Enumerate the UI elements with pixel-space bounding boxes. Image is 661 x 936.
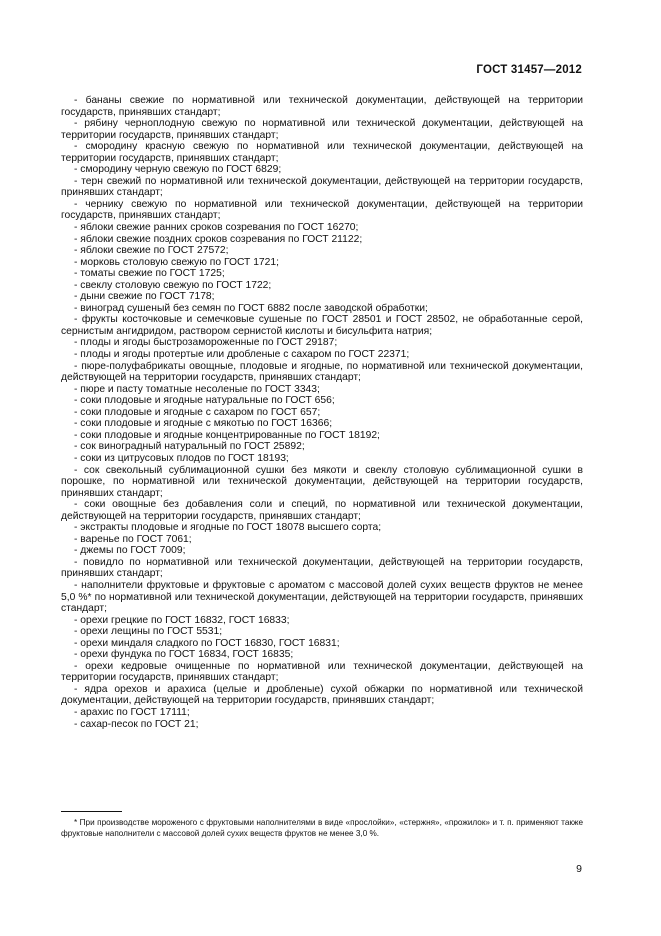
main-text xyxy=(61,95,583,730)
list-item: - ядра орехов и арахиса (целые и дробленые) сухой обжарки по нормативной или технической документации, действующей на территории государств, принявших стандарт; xyxy=(61,683,583,707)
list-item: - плоды и ягоды протертые или дробленые с сахаром по ГОСТ 22371; xyxy=(74,349,410,361)
list-item: - орехи грецкие по ГОСТ 16832, ГОСТ 16833; xyxy=(74,614,290,626)
page-number: 9 xyxy=(576,863,582,875)
list-item: - соки плодовые и ягодные натуральные по ГОСТ 656; xyxy=(74,395,335,407)
list-item: - соки плодовые и ягодные с сахаром по ГОСТ 657; xyxy=(74,406,321,418)
list-item: - плоды и ягоды быстрозамороженные по ГОСТ 29187; xyxy=(74,337,338,349)
list-item: - сок свекольный сублимационной сушки без мякоти и свеклу столовую сублимационной сушки в порошке, по нормативной или технической документации, действующей на территории государств, принявших стандарт; xyxy=(61,464,583,499)
footnote-text: * При производстве мороженого с фруктовыми наполнителями в виде «прослойки», «стержня», «прожилок» и т. п. применяют также фруктовые наполнители с массовой долей сухих веществ фруктов не менее 3,0 %. xyxy=(61,818,583,838)
list-item: - соки из цитрусовых плодов по ГОСТ 18193; xyxy=(74,452,289,464)
list-item: - варенье по ГОСТ 7061; xyxy=(74,533,192,545)
list-item: - пюре и пасту томатные несоленые по ГОСТ 3343; xyxy=(74,383,320,395)
list-item: - наполнители фруктовые и фруктовые с ароматом с массовой долей сухих веществ фруктов не менее 5,0 %* по нормативной или технической документации, действующей на территории государств, принявших стандарт; xyxy=(61,579,583,615)
footnote-divider xyxy=(61,811,122,812)
list-item: - яблоки свежие поздних сроков созревания по ГОСТ 21122; xyxy=(74,233,363,245)
list-item: - рябину черноплодную свежую по нормативной или технической документации, действующей на территории государств, принявших стандарт; xyxy=(61,118,583,141)
list-item: - дыни свежие по ГОСТ 7178; xyxy=(74,291,215,303)
list-item: - джемы по ГОСТ 7009; xyxy=(74,545,186,557)
list-item: - яблоки свежие ранних сроков созревания по ГОСТ 16270; xyxy=(74,222,359,234)
list-item: - яблоки свежие по ГОСТ 27572; xyxy=(74,245,229,257)
list-item: - орехи фундука по ГОСТ 16834, ГОСТ 16835; xyxy=(74,649,294,661)
list-item: - арахис по ГОСТ 17111; xyxy=(74,706,190,718)
list-item: - виноград сушеный без семян по ГОСТ 6882 после заводской обработки; xyxy=(74,302,428,314)
document-number: ГОСТ 31457—2012 xyxy=(476,64,582,76)
list-item: - сок виноградный натуральный по ГОСТ 25892; xyxy=(74,441,305,453)
list-item: - повидло по нормативной или технической документации, действующей на территории государств, принявших стандарт; xyxy=(61,556,583,580)
list-item: - смородину красную свежую по нормативной или технической документации, действующей на территории государств, принявших стандарт; xyxy=(61,141,583,164)
list-item: - смородину черную свежую по ГОСТ 6829; xyxy=(74,164,282,176)
list-item: - фрукты косточковые и семечковые сушеные по ГОСТ 28501 и ГОСТ 28502, не обработанные серой, сернистым ангидридом, раствором сернистой кислоты и бисульфита натрия; xyxy=(61,314,583,337)
list-item: - соки овощные без добавления соли и специй, по нормативной или технической документации, действующей на территории государств, принявших стандарт; xyxy=(61,499,583,522)
document-header xyxy=(60,64,582,76)
list-item: - чернику свежую по нормативной или технической документации, действующей на территории государств, принявших стандарт; xyxy=(61,198,583,222)
list-item: - томаты свежие по ГОСТ 1725; xyxy=(74,268,225,280)
list-item: - бананы свежие по нормативной или технической документации, действующей на территории государств, принявших стандарт; xyxy=(61,95,583,118)
list-item: - орехи миндаля сладкого по ГОСТ 16830, ГОСТ 16831; xyxy=(74,637,340,649)
list-item: - пюре-полуфабрикаты овощные, плодовые и ягодные, по нормативной или технической документации, действующей на территории государств, принявших стандарт; xyxy=(61,360,583,384)
list-item: - орехи кедровые очищенные по нормативной или технической документации, действующей на территории государств, принявших стандарт; xyxy=(61,660,583,684)
list-item: - морковь столовую свежую по ГОСТ 1721; xyxy=(74,256,279,268)
list-item: - соки плодовые и ягодные с мякотью по ГОСТ 16366; xyxy=(74,418,333,430)
footnote xyxy=(61,817,583,839)
list-item: - сахар-песок по ГОСТ 21; xyxy=(74,718,199,730)
list-item: - свеклу столовую свежую по ГОСТ 1722; xyxy=(74,279,272,291)
list-item: - терн свежий по нормативной или технической документации, действующей на территории государств, принявших стандарт; xyxy=(61,175,583,199)
list-item: - экстракты плодовые и ягодные по ГОСТ 18078 высшего сорта; xyxy=(74,522,382,534)
list-item: - орехи лещины по ГОСТ 5531; xyxy=(74,626,223,638)
list-item: - соки плодовые и ягодные концентрированные по ГОСТ 18192; xyxy=(74,429,380,441)
